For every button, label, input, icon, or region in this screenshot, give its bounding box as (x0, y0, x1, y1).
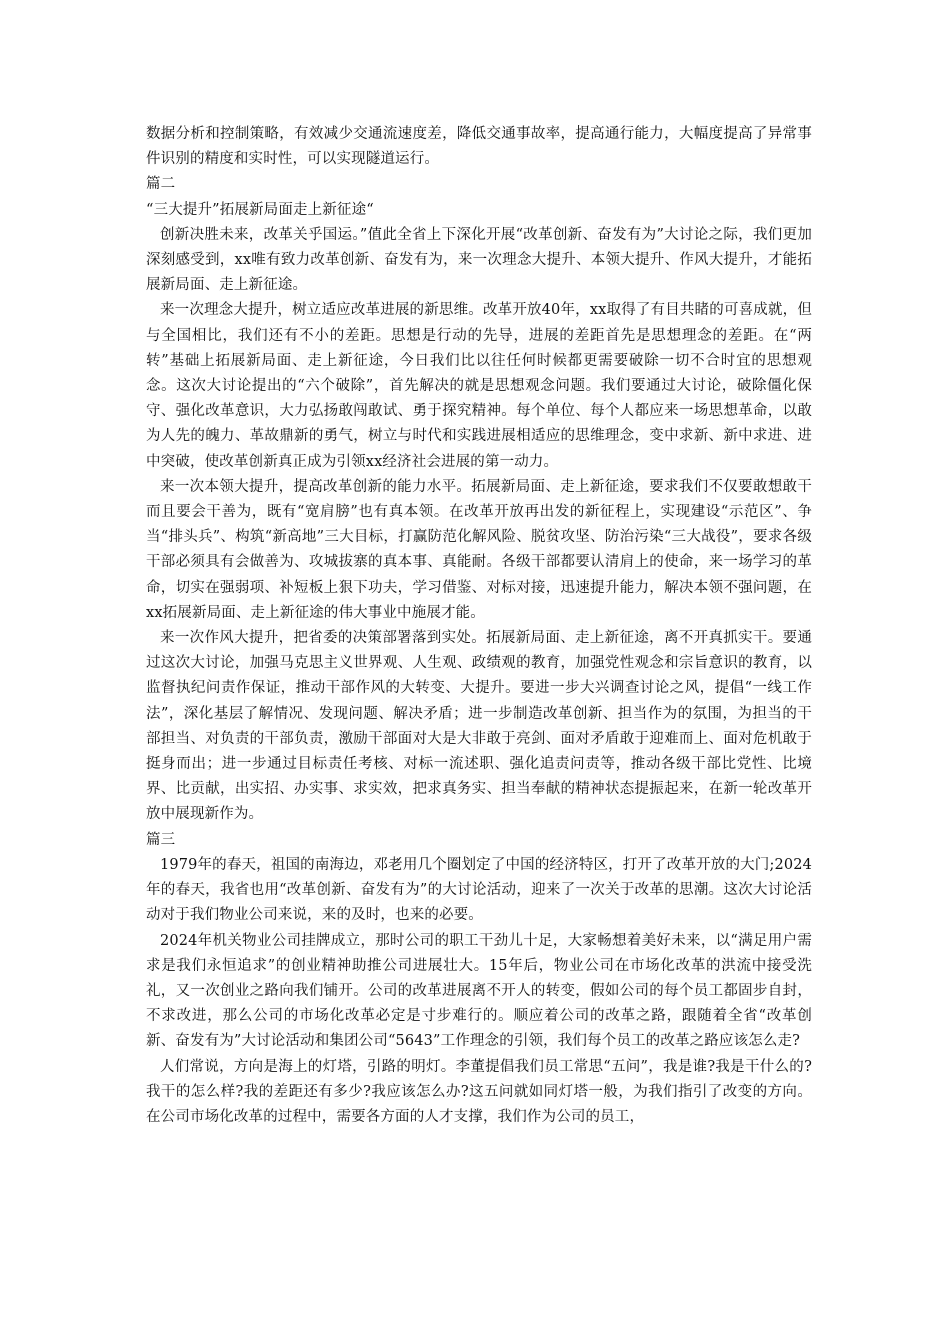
section-heading-2: 篇二 (146, 176, 176, 193)
section-heading-3: 篇三 (146, 831, 176, 848)
paragraph-3-1: 1979年的春天，祖国的南海边，邓老用几个圈划定了中国的经济特区，打开了改革开放的大门;2024年的春天，我省也用“改革创新、奋发有为”的大讨论活动，迎来了一次关于改革的思潮。这次大讨论活动对于我们物业公司来说，来的及时，也来的必要。 (146, 856, 812, 924)
paragraph-3-3: 人们常说，方向是海上的灯塔，引路的明灯。李董提倡我们员工常思“五问”，我是谁?我是干什么的?我干的怎么样?我的差距还有多少?我应该怎么办?这五问就如同灯塔一般，为我们指引了改变的方向。在公司市场化改革的过程中，需要各方面的人才支撑，我们作为公司的员工， (146, 1058, 812, 1125)
paragraph-intro: 数据分析和控制策略，有效减少交通流速度差，降低交通事故率，提高通行能力，大幅度提高了异常事件识别的精度和实时性，可以实现隧道运行。 (146, 126, 812, 168)
document-page (146, 122, 812, 1130)
paragraph-2-3: 来一次本领大提升，提高改革创新的能力水平。拓展新局面、走上新征途，要求我们不仅要敢想敢干而且要会干善为，既有“宽肩膀”也有真本领。在改革开放再出发的新征程上，实现建设“示范区”、争当“排头兵”、构筑“新高地”三大目标，打赢防范化解风险、脱贫攻坚、防治污染“三大战役”，要求各级干部必须具有会做善为、攻城拔寨的真本事、真能耐。各级干部都要认清肩上的使命，来一场学习的革命，切实在强弱项、补短板上狠下功夫，学习借鉴、对标对接，迅速提升能力，解决本领不强问题，在xx拓展新局面、走上新征途的伟大事业中施展才能。 (146, 478, 812, 621)
paragraph-3-2: 2024年机关物业公司挂牌成立，那时公司的职工干劲儿十足，大家畅想着美好未来，以“满足用户需求是我们永恒追求”的创业精神助推公司进展壮大。15年后，物业公司在市场化改革的洪流中接受洗礼，又一次创业之路向我们铺开。公司的改革进展离不开人的转变，假如公司的每个员工都固步自封，不求改进，那么公司的市场化改革必定是寸步难行的。顺应着公司的改革之路，跟随着全省“改革创新、奋发有为”大讨论活动和集团公司“5643”工作理念的引领，我们每个员工的改革之路应该怎么走? (146, 932, 812, 1050)
section-title-2: “三大提升”拓展新局面走上新征途“ (146, 201, 374, 218)
paragraph-2-1: 创新决胜未来，改革关乎国运。”值此全省上下深化开展“改革创新、奋发有为”大讨论之际，我们更加深刻感受到，xx唯有致力改革创新、奋发有为，来一次理念大提升、本领大提升、作风大提升，才能拓展新局面、走上新征途。 (146, 226, 812, 294)
paragraph-2-2: 来一次理念大提升，树立适应改革进展的新思维。改革开放40年，xx取得了有目共睹的可喜成就，但与全国相比，我们还有不小的差距。思想是行动的先导，进展的差距首先是思想理念的差距。在“两转”基础上拓展新局面、走上新征途，今日我们比以往任何时候都更需要破除一切不合时宜的思想观念。这次大讨论提出的“六个破除”，首先解决的就是思想观念问题。我们要通过大讨论，破除僵化保守、强化改革意识，大力弘扬敢闯敢试、勇于探究精神。每个单位、每个人都应来一场思想革命，以敢为人先的魄力、革故鼎新的勇气，树立与时代和实践进展相适应的思维理念，变中求新、新中求进、进中突破，使改革创新真正成为引领xx经济社会进展的第一动力。 (146, 302, 812, 470)
paragraph-2-4: 来一次作风大提升，把省委的决策部署落到实处。拓展新局面、走上新征途，离不开真抓实干。要通过这次大讨论，加强马克思主义世界观、人生观、政绩观的教育，加强党性观念和宗旨意识的教育，以监督执纪问责作保证，推动干部作风的大转变、大提升。要进一步大兴调查讨论之风，提倡“一线工作法”，深化基层了解情况、发现问题、解决矛盾；进一步制造改革创新、担当作为的氛围，为担当的干部担当、对负责的干部负责，激励干部面对大是大非敢于亮剑、面对矛盾敢于迎难而上、面对危机敢于挺身而出；进一步通过目标责任考核、对标一流述职、强化追责问责等，推动各级干部比党性、比境界、比贡献，出实招、办实事、求实效，把求真务实、担当奉献的精神状态提振起来，在新一轮改革开放中展现新作为。 (146, 630, 812, 823)
